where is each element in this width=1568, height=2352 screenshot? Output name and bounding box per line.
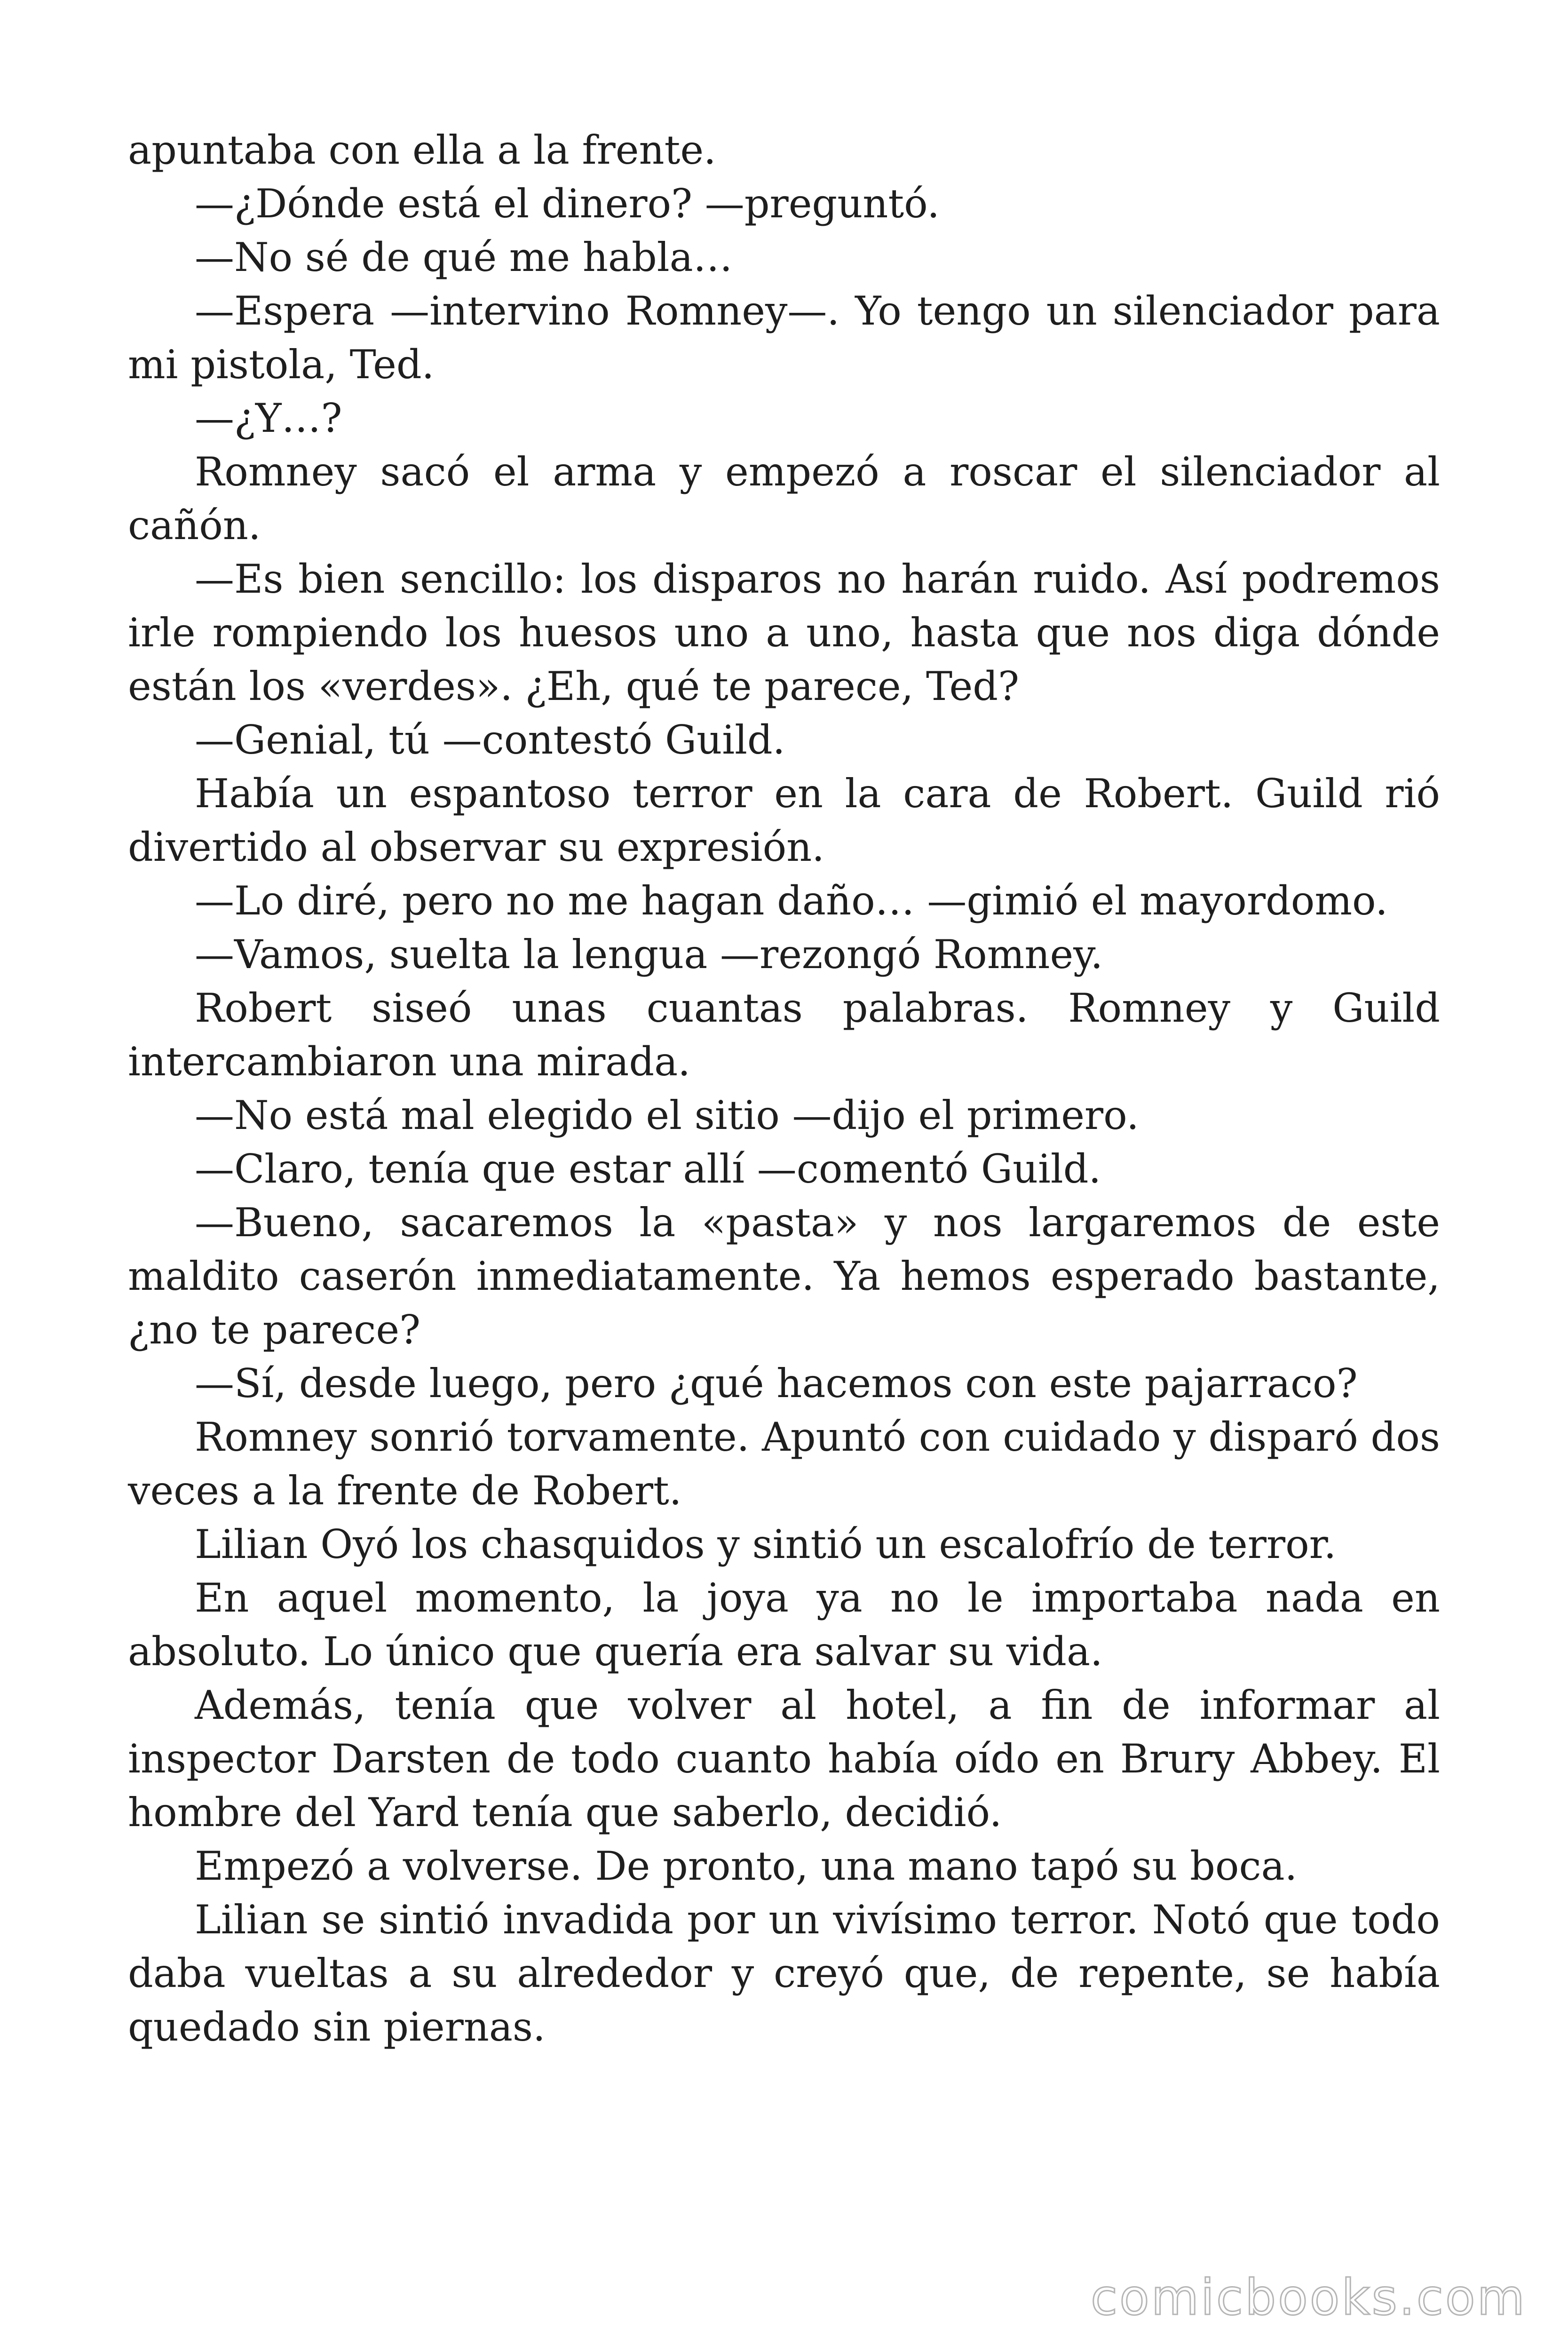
paragraph: —No sé de qué me habla… [195,234,733,280]
paragraph: Había un espantoso terror en la cara de Robert. Guild rió divertido al observar su expresión. [128,771,1440,870]
paragraph: —No está mal elegido el sitio —dijo el primero. [195,1092,1139,1138]
paragraph: En aquel momento, la joya ya no le importaba nada en absoluto. Lo único que quería era salvar su vida. [128,1575,1440,1675]
paragraph: —Sí, desde luego, pero ¿qué hacemos con este pajarraco? [195,1360,1358,1406]
paragraph: Romney sonrió torvamente. Apuntó con cuidado y disparó dos veces a la frente de Robert. [128,1414,1440,1514]
paragraph: Empezó a volverse. De pronto, una mano tapó su boca. [195,1843,1298,1889]
paragraph: —Lo diré, pero no me hagan daño… —gimió el mayordomo. [195,878,1388,924]
paragraph: Romney sacó el arma y empezó a roscar el silenciador al cañón. [128,449,1440,548]
paragraph: —Genial, tú —contestó Guild. [195,717,785,763]
paragraph: —Es bien sencillo: los disparos no harán ruido. Así podremos irle rompiendo los huesos uno a uno, hasta que nos diga dónde están los «verdes». ¿Eh, qué te parece, Ted? [128,556,1440,709]
paragraph: —¿Dónde está el dinero? —preguntó. [195,181,940,227]
paragraph: —Vamos, suelta la lengua —rezongó Romney. [195,931,1103,977]
site-watermark: comicbooks.com [1090,2269,1527,2326]
paragraph: apuntaba con ella a la frente. [128,127,716,173]
paragraph: Lilian Oyó los chasquidos y sintió un escalofrío de terror. [195,1521,1337,1567]
paragraph: —Bueno, sacaremos la «pasta» y nos largaremos de este maldito caserón inmediatamente. Ya hemos esperado bastante, ¿no te parece? [128,1200,1440,1353]
paragraph: Robert siseó unas cuantas palabras. Romney y Guild intercambiaron una mirada. [128,985,1440,1085]
paragraph: —Claro, tenía que estar allí —comentó Guild. [195,1146,1101,1192]
paragraph: —Espera —intervino Romney—. Yo tengo un silenciador para mi pistola, Ted. [128,288,1440,388]
paragraph: Lilian se sintió invadida por un vivísimo terror. Notó que todo daba vueltas a su alrededor y creyó que, de repente, se había quedado sin piernas. [128,1897,1440,2050]
paragraph: Además, tenía que volver al hotel, a fin de informar al inspector Darsten de todo cuanto había oído en Brury Abbey. El hombre del Yard tenía que saberlo, decidió. [128,1682,1440,1836]
page-body-text [128,123,1440,2054]
paragraph: —¿Y…? [195,395,342,441]
